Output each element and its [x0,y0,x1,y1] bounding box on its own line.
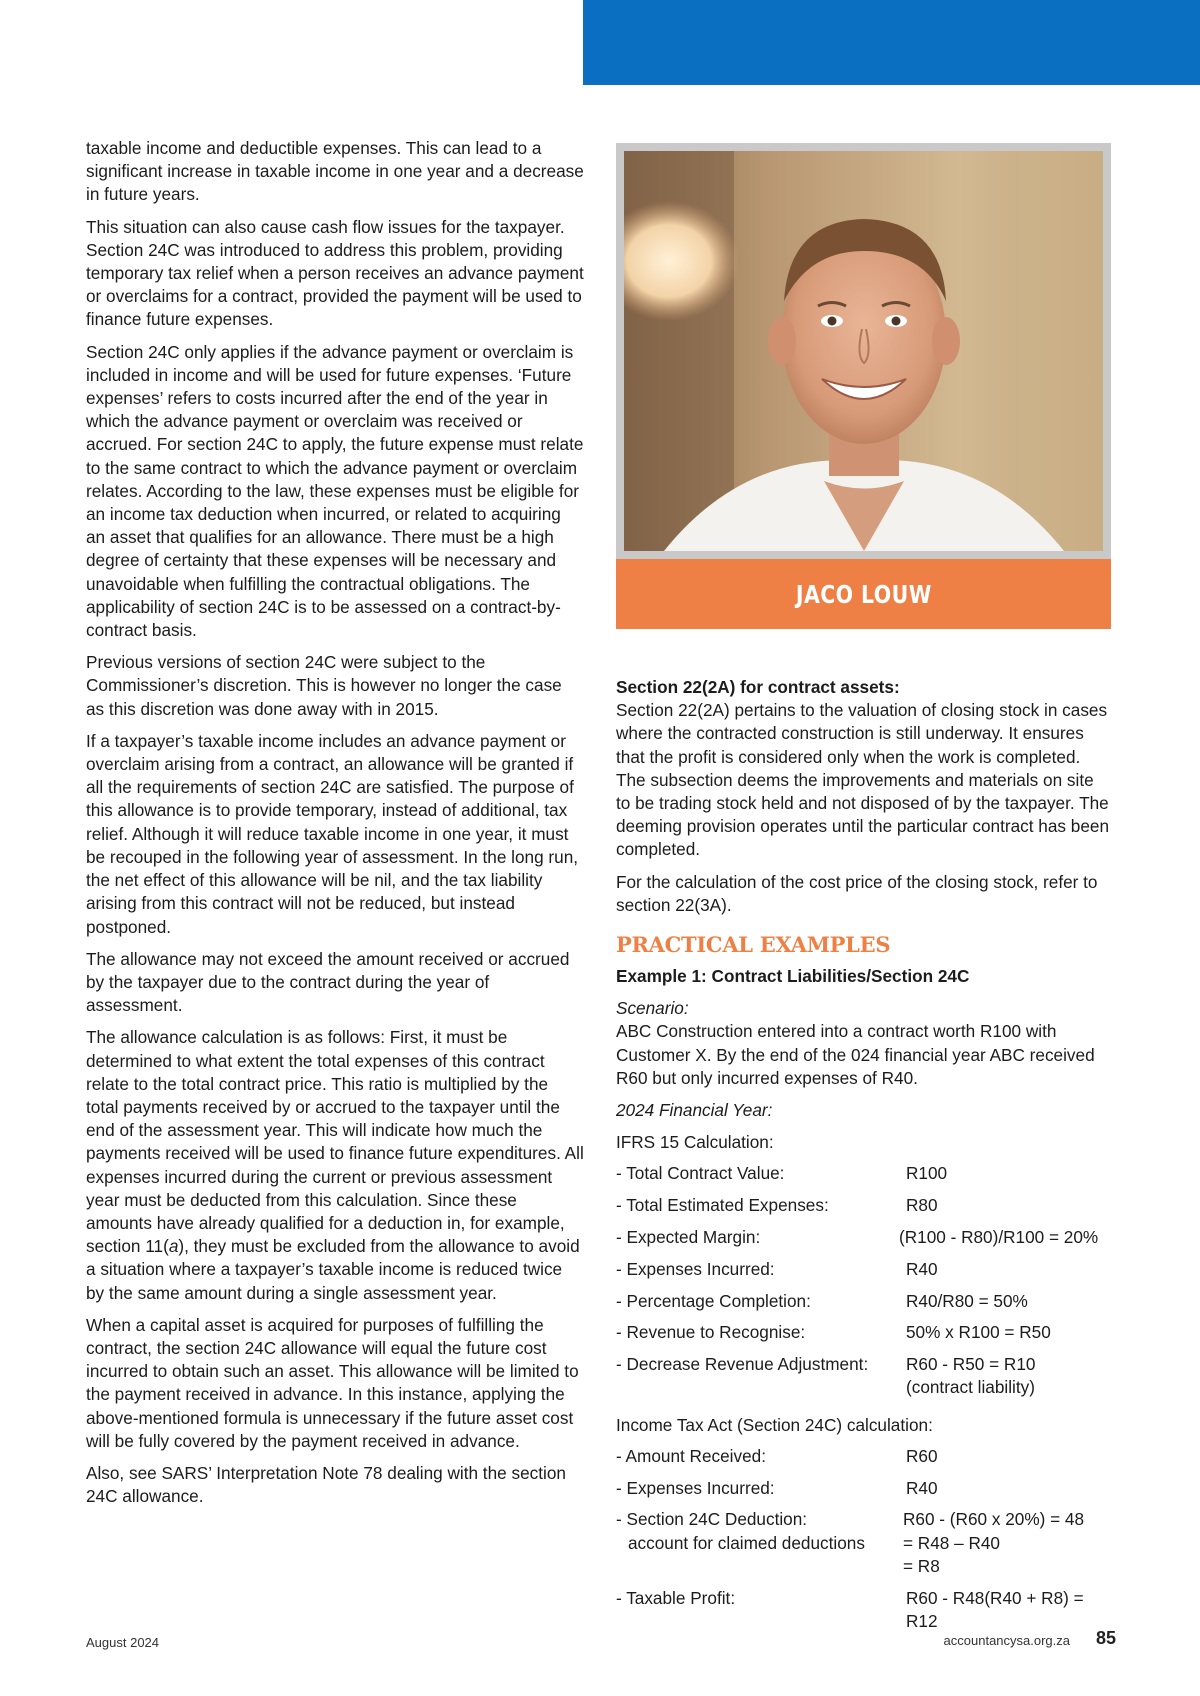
financial-year-label: 2024 Financial Year: [616,1100,773,1121]
row-value [903,1508,1112,1578]
author-profile-card [616,143,1111,629]
body-paragraph: This situation can also cause cash flow issues for the taxpayer. Section 24C was introduced to address this problem, providing temporary tax relief when a person receives an advance payment or overclaims for a contract, provided the payment will be used to finance future expenses. [86,216,584,330]
table-row [616,1258,1112,1281]
allowance-calculation-paragraph [86,1026,584,1304]
deduction-value-line: R60 - (R60 x 20%) = 48 [903,1509,1085,1530]
table-row [616,1353,1112,1399]
table-row [616,1226,1112,1249]
row-label: - Total Contract Value: [616,1163,785,1184]
row-value: R40 [906,1477,938,1498]
row-value: R80 [906,1195,938,1216]
deduction-label: - Section 24C Deduction: [616,1509,808,1530]
row-label: - Percentage Completion: [616,1290,811,1311]
row-value: R100 [906,1163,948,1184]
table-row [616,1445,1112,1468]
author-name: JACO LOUW [795,579,932,609]
row-value: R60 [906,1445,938,1466]
row-value [906,1353,1112,1399]
calc-text-italic: a [168,1236,179,1257]
section-22-body: Section 22(2A) pertains to the valuation of closing stock in cases where the contracted construction is still underway. It ensures that the profit is considered only when the work is completed. The subsection deems the improvements and materials on site to be trading stock held and not disposed of by the taxpayer. The deeming provision operates until the particular contract has been completed. [616,700,1109,860]
ita-calculation-table [616,1445,1112,1633]
row-label: - Revenue to Recognise: [616,1322,806,1343]
row-label: - Expenses Incurred: [616,1258,775,1279]
row-label: - Expected Margin: [616,1227,761,1248]
footer-website: accountancysa.org.za [943,1633,1070,1648]
table-row [616,1508,1112,1578]
row-label: - Expenses Incurred: [616,1477,775,1498]
example-title: Example 1: Contract Liabilities/Section 24C [616,966,970,987]
row-label [616,1508,906,1578]
scenario-label: Scenario: [616,998,689,1019]
deduction-value-line: = R48 – R40 [903,1532,1000,1553]
deduction-value-line: = R8 [903,1555,940,1576]
body-paragraph: If a taxpayer’s taxable income includes an advance payment or overclaim arising from a contract, an allowance will be granted if all the requirements of section 24C are satisfied. The purpose of this allowance is to provide temporary, instead of additional, tax relief. Although it will reduce taxable income in one year, it must be recouped in the following year of assessment. In the long run, the net effect of this allowance will be nil, and the tax liability arising from this contract will not be reduced, but instead postponed. [86,730,579,937]
row-label: - Decrease Revenue Adjustment: [616,1354,869,1375]
table-row [616,1290,1112,1313]
table-row [616,1321,1112,1344]
row-value: (R100 - R80)/R100 = 20% [899,1227,1099,1248]
ita-heading: Income Tax Act (Section 24C) calculation: [616,1414,933,1435]
body-paragraph: Also, see SARS’ Interpretation Note 78 dealing with the section 24C allowance. [86,1462,566,1507]
body-paragraph: Previous versions of section 24C were subject to the Commissioner’s discretion. This is however no longer the case as this discretion was done away with in 2015. [86,652,562,719]
body-paragraph: When a capital asset is acquired for purposes of fulfilling the contract, the section 24C allowance will equal the future cost incurred to obtain such an asset. This allowance will be limited to the payment received in advance. In this instance, applying the above-mentioned formula is unnecessary if the future asset cost will be fully covered by the payment received in advance. [86,1314,579,1451]
row-label: - Total Estimated Expenses: [616,1195,829,1216]
author-photo [624,151,1103,551]
row-value: R60 - R48(R40 + R8) = R12 [906,1587,1084,1631]
scenario-text: ABC Construction entered into a contract worth R100 with Customer X. By the end of the 024 financial year ABC received R60 but only incurred expenses of R40. [616,1021,1095,1088]
row-value: R40 [906,1258,938,1279]
body-paragraph: taxable income and deductible expenses. This can lead to a significant increase in taxable income in one year and a decrease in future years. [86,138,584,205]
body-paragraph: Section 24C only applies if the advance payment or overclaim is included in income and will be used for future expenses. ‘Future expenses’ refers to costs incurred after the end of the year in which the advance payment or overclaim was received or accrued. For section 24C to apply, the future expense must relate to the same contract to which the advance payment or overclaim relates. According to the law, these expenses must be eligible for an income tax deduction when incurred, or related to acquiring an asset that qualifies for an allowance. There must be a high degree of certainty that these expenses will be necessary and unavoidable when fulfilling the contractual obligations. The applicability of section 24C is to be assessed on a contract-by-contract basis. [86,341,584,641]
row-label: - Amount Received: [616,1445,766,1466]
row-value: R40/R80 = 50% [906,1290,1028,1311]
page-number: 85 [1095,1628,1116,1648]
right-column [616,676,1112,1642]
row-label: - Taxable Profit: [616,1587,736,1608]
deduction-label-note: account for claimed deductions [628,1532,865,1553]
footer-date: August 2024 [86,1635,160,1650]
header-color-bar [583,0,1200,85]
section-22-heading: Section 22(2A) for contract assets: [616,677,900,697]
author-name-band [616,559,1111,629]
body-paragraph: The allowance may not exceed the amount received or accrued by the taxpayer due to the contract during the year of assessment. [86,948,570,1016]
ifrs-calculation-table [616,1162,1112,1399]
left-column [86,137,584,1517]
row-value-note: (contract liability) [906,1377,1035,1398]
ifrs-heading: IFRS 15 Calculation: [616,1132,774,1153]
section-22-body-2: For the calculation of the cost price of the closing stock, refer to section 22(3A). [616,871,1098,915]
table-row [616,1587,1112,1633]
calc-text-part1: The allowance calculation is as follows: First, it must be determined to what extent the total expenses of this contract relate to the total contract price. This ratio is multiplied by the total payments received by or accrued to the taxpayer until the end of the assessment year. This will indicate how much the payments received will be used to finance future expenditures. All expenses incurred during the current or previous assessment year must be deducted from this calculation. Since these amounts have already qualified for a deduction in, for example, section 11( [86,1027,584,1257]
table-row [616,1477,1112,1500]
table-row [616,1194,1112,1217]
row-value-line: R60 - R50 = R10 [906,1354,1036,1375]
row-value: 50% x R100 = R50 [906,1322,1051,1343]
calc-text-part2: ), they must be excluded from the allowance to avoid a situation where a taxpayer’s taxable income is reduced twice by the same amount during a single assessment year. [86,1236,580,1303]
table-row [616,1162,1112,1185]
practical-examples-heading: PRACTICAL EXAMPLES [616,932,891,958]
